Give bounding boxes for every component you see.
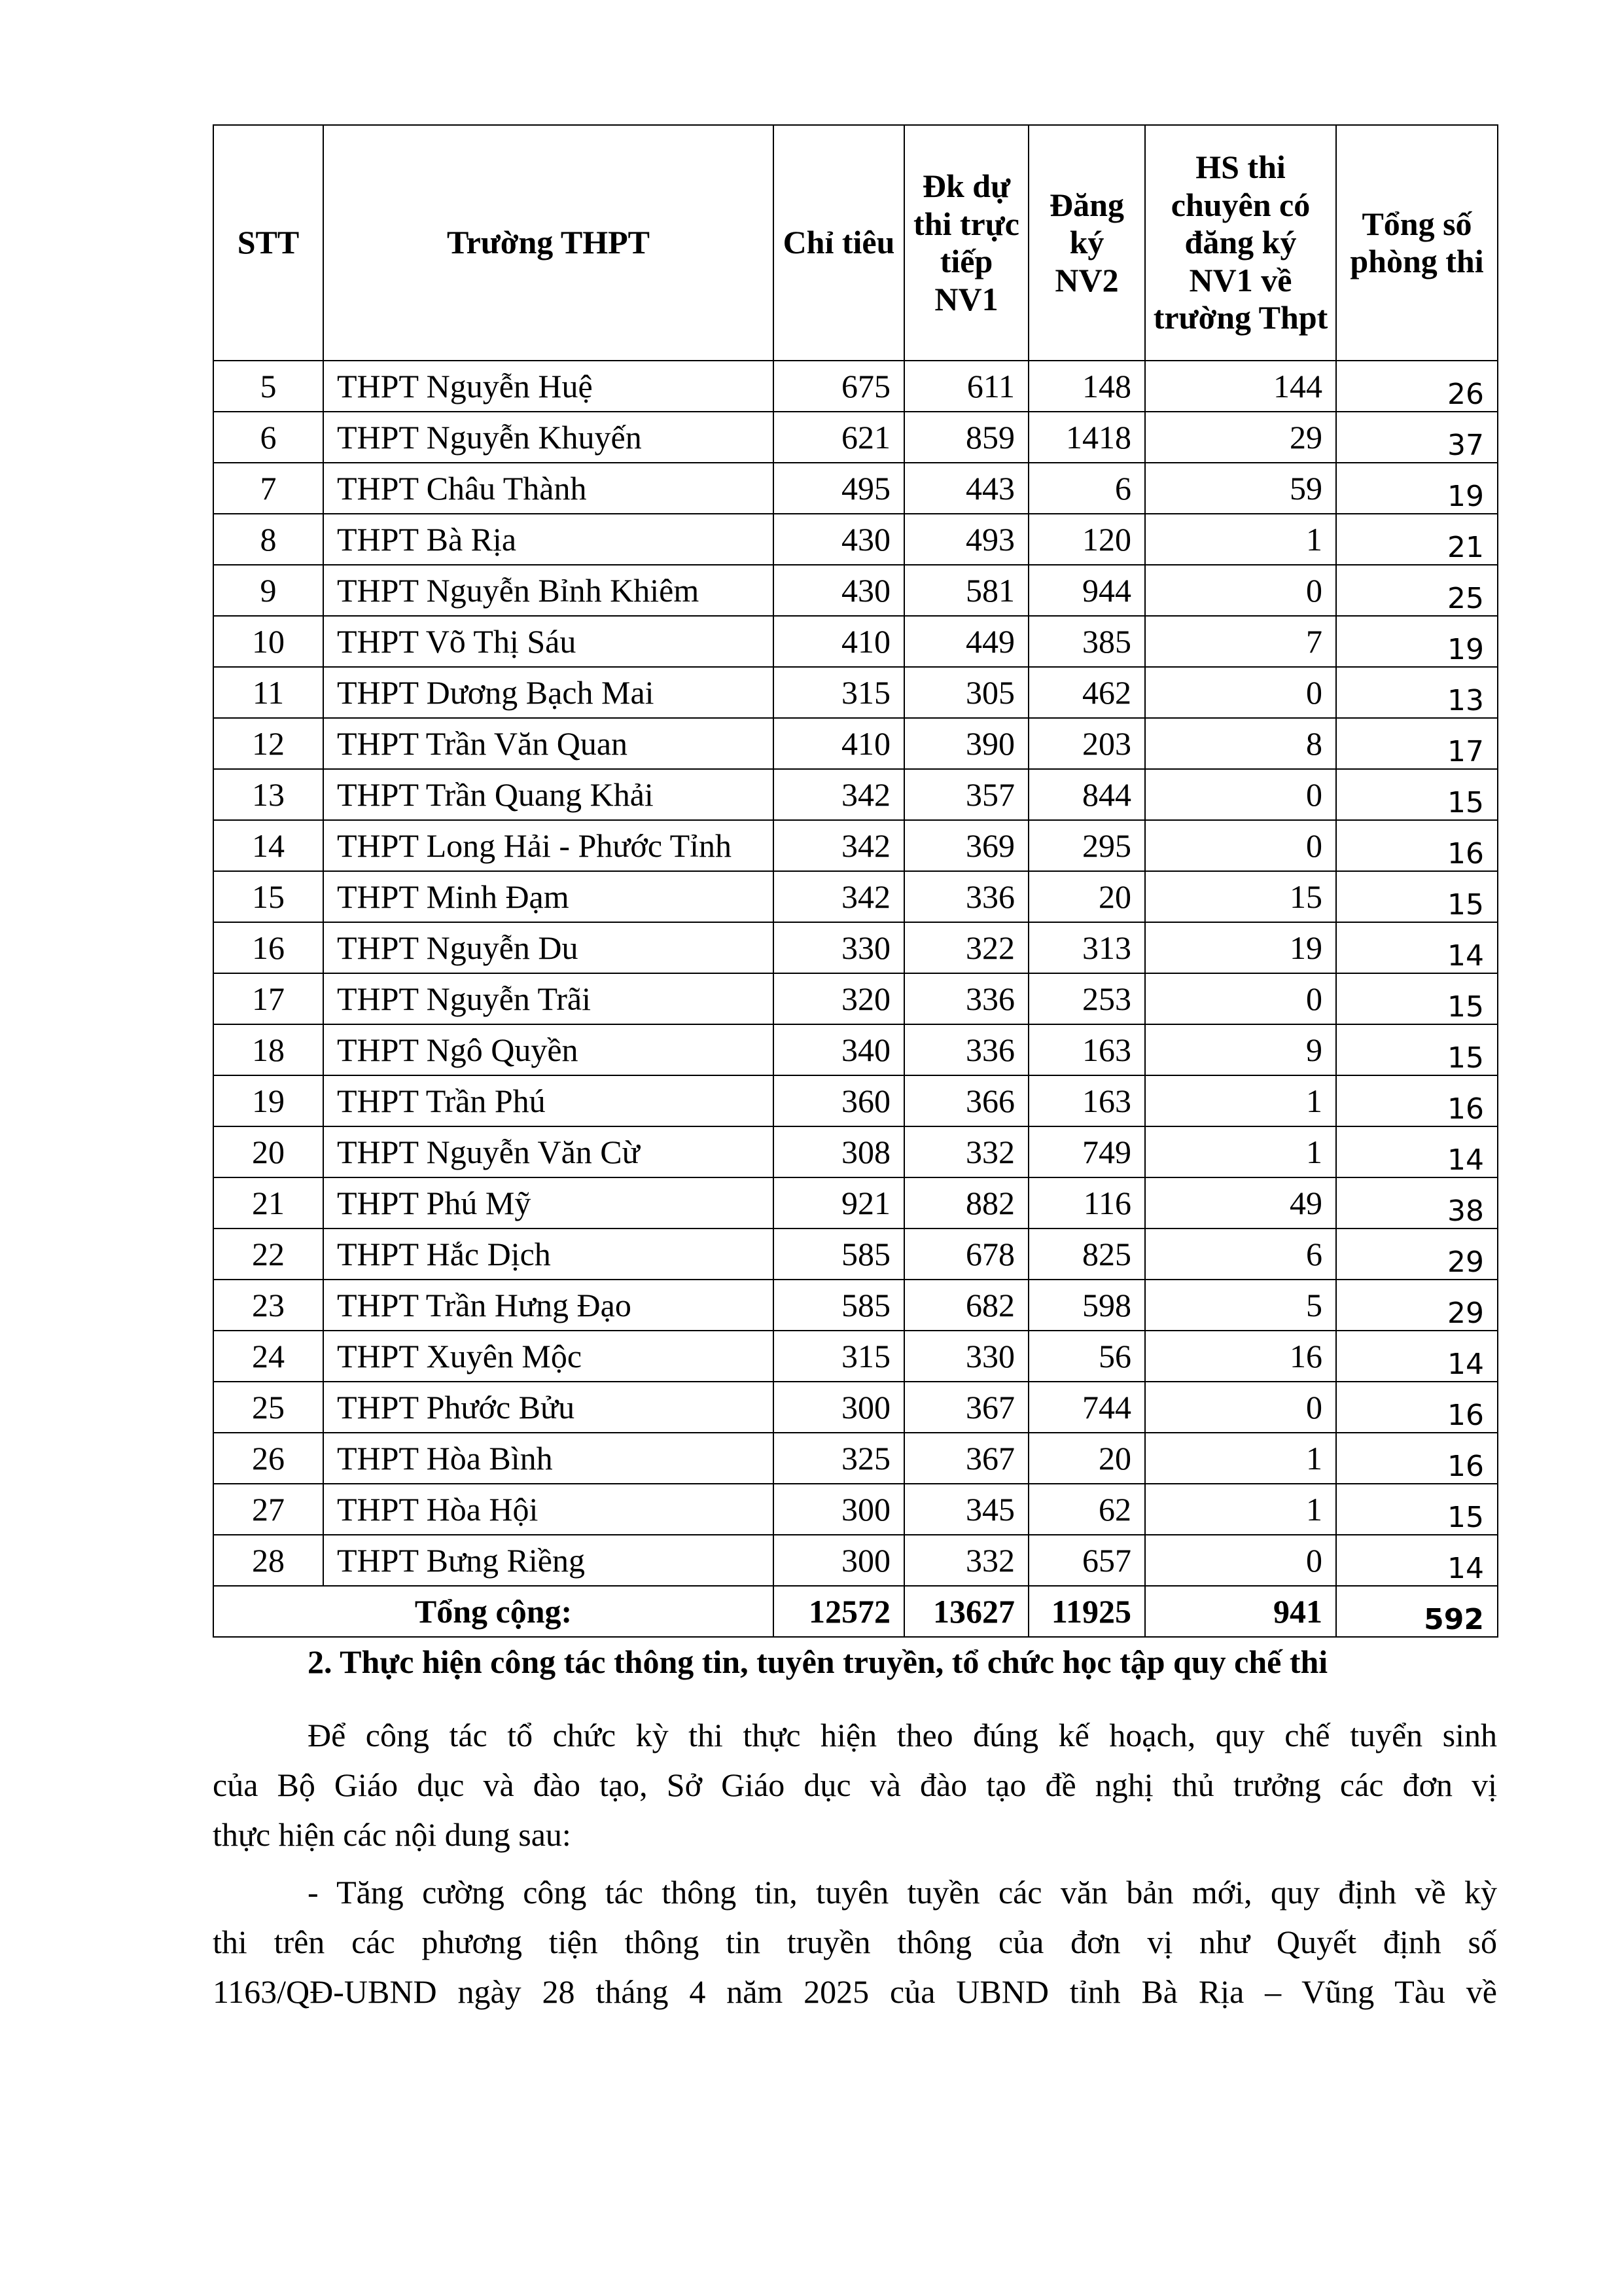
row-rooms: 15: [1336, 769, 1498, 820]
row-rooms: 15: [1336, 1024, 1498, 1075]
row-nv2: 313: [1029, 922, 1145, 973]
table-row: [213, 1535, 1498, 1586]
table-row: [213, 820, 1498, 871]
table-row: [213, 565, 1498, 616]
paragraph-line: - Tăng cường công tác thông tin, tuyên tuyền các văn bản mới, quy định về kỳ: [308, 1874, 1497, 1910]
row-stt: 21: [213, 1177, 323, 1229]
row-nv1: 330: [904, 1331, 1029, 1382]
row-nv2: 598: [1029, 1280, 1145, 1331]
row-quota: 340: [773, 1024, 904, 1075]
row-stt: 12: [213, 718, 323, 769]
row-specialized: 6: [1145, 1229, 1336, 1280]
row-stt: 13: [213, 769, 323, 820]
row-school-name: THPT Phước Bửu: [323, 1382, 773, 1433]
row-specialized: 8: [1145, 718, 1336, 769]
row-rooms: 15: [1336, 1484, 1498, 1535]
row-nv2: 385: [1029, 616, 1145, 667]
row-nv1: 367: [904, 1382, 1029, 1433]
table-row: [213, 922, 1498, 973]
row-nv2: 657: [1029, 1535, 1145, 1586]
row-specialized: 1: [1145, 514, 1336, 565]
row-school-name: THPT Võ Thị Sáu: [323, 616, 773, 667]
row-school-name: THPT Trần Phú: [323, 1075, 773, 1126]
row-nv2: 744: [1029, 1382, 1145, 1433]
row-specialized: 0: [1145, 769, 1336, 820]
row-school-name: THPT Trần Hưng Đạo: [323, 1280, 773, 1331]
row-school-name: THPT Bà Rịa: [323, 514, 773, 565]
row-nv1: 322: [904, 922, 1029, 973]
row-school-name: THPT Nguyễn Văn Cừ: [323, 1126, 773, 1177]
paragraph-line: của Bộ Giáo dục và đào tạo, Sở Giáo dục và đào tạo đề nghị thủ trưởng các đơn vị: [213, 1767, 1497, 1803]
row-quota: 621: [773, 412, 904, 463]
row-stt: 26: [213, 1433, 323, 1484]
paragraph-line: thực hiện các nội dung sau:: [213, 1816, 571, 1853]
row-specialized: 1: [1145, 1075, 1336, 1126]
row-stt: 16: [213, 922, 323, 973]
row-rooms: 16: [1336, 1433, 1498, 1484]
row-quota: 320: [773, 973, 904, 1024]
row-nv1: 357: [904, 769, 1029, 820]
row-specialized: 29: [1145, 412, 1336, 463]
row-nv1: 611: [904, 361, 1029, 412]
row-nv2: 253: [1029, 973, 1145, 1024]
row-quota: 585: [773, 1280, 904, 1331]
row-specialized: 15: [1145, 871, 1336, 922]
paragraph-item: [213, 1867, 1497, 2017]
section-heading: 2. Thực hiện công tác thông tin, tuyên truyền, tổ chức học tập quy chế thi: [308, 1643, 1328, 1680]
row-stt: 18: [213, 1024, 323, 1075]
row-stt: 25: [213, 1382, 323, 1433]
row-nv2: 825: [1029, 1229, 1145, 1280]
row-nv2: 163: [1029, 1075, 1145, 1126]
row-quota: 430: [773, 514, 904, 565]
table-row: [213, 769, 1498, 820]
row-rooms: 26: [1336, 361, 1498, 412]
row-stt: 15: [213, 871, 323, 922]
row-school-name: THPT Nguyễn Khuyến: [323, 412, 773, 463]
row-school-name: THPT Ngô Quyền: [323, 1024, 773, 1075]
row-quota: 300: [773, 1535, 904, 1586]
table-row: [213, 1280, 1498, 1331]
row-nv2: 944: [1029, 565, 1145, 616]
row-school-name: THPT Trần Quang Khải: [323, 769, 773, 820]
row-rooms: 29: [1336, 1280, 1498, 1331]
row-quota: 300: [773, 1484, 904, 1535]
row-specialized: 0: [1145, 1535, 1336, 1586]
row-school-name: THPT Trần Văn Quan: [323, 718, 773, 769]
row-nv2: 462: [1029, 667, 1145, 718]
row-specialized: 9: [1145, 1024, 1336, 1075]
row-quota: 430: [773, 565, 904, 616]
row-specialized: 0: [1145, 820, 1336, 871]
row-school-name: THPT Xuyên Mộc: [323, 1331, 773, 1382]
row-nv2: 56: [1029, 1331, 1145, 1382]
row-school-name: THPT Phú Mỹ: [323, 1177, 773, 1229]
row-rooms: 38: [1336, 1177, 1498, 1229]
row-specialized: 49: [1145, 1177, 1336, 1229]
table-row: [213, 1229, 1498, 1280]
header-school: Trường THPT: [323, 125, 773, 361]
total-label: Tổng cộng:: [213, 1586, 773, 1637]
table-header-row: [213, 125, 1498, 361]
paragraph-line: thi trên các phương tiện thông tin truyền thông của đơn vị như Quyết định số: [213, 1924, 1497, 1960]
row-rooms: 16: [1336, 1075, 1498, 1126]
row-quota: 342: [773, 871, 904, 922]
table-row: [213, 1024, 1498, 1075]
row-rooms: 15: [1336, 973, 1498, 1024]
row-quota: 495: [773, 463, 904, 514]
row-nv2: 6: [1029, 463, 1145, 514]
row-rooms: 14: [1336, 1535, 1498, 1586]
row-quota: 410: [773, 616, 904, 667]
row-rooms: 19: [1336, 616, 1498, 667]
table-body: [213, 361, 1498, 1586]
table-row: [213, 871, 1498, 922]
row-stt: 6: [213, 412, 323, 463]
row-school-name: THPT Hòa Bình: [323, 1433, 773, 1484]
row-rooms: 25: [1336, 565, 1498, 616]
row-specialized: 1: [1145, 1484, 1336, 1535]
header-rooms: Tổng số phòng thi: [1336, 125, 1498, 361]
row-specialized: 0: [1145, 1382, 1336, 1433]
header-specialized: HS thi chuyên có đăng ký NV1 về trường Thpt: [1145, 125, 1336, 361]
row-quota: 360: [773, 1075, 904, 1126]
header-stt: STT: [213, 125, 323, 361]
row-school-name: THPT Nguyễn Du: [323, 922, 773, 973]
row-stt: 11: [213, 667, 323, 718]
row-nv1: 443: [904, 463, 1029, 514]
row-quota: 325: [773, 1433, 904, 1484]
table-row: [213, 514, 1498, 565]
row-rooms: 16: [1336, 1382, 1498, 1433]
table-row: [213, 463, 1498, 514]
row-stt: 19: [213, 1075, 323, 1126]
row-specialized: 0: [1145, 973, 1336, 1024]
row-nv2: 20: [1029, 871, 1145, 922]
row-nv1: 332: [904, 1126, 1029, 1177]
table-row: [213, 616, 1498, 667]
row-rooms: 16: [1336, 820, 1498, 871]
row-specialized: 1: [1145, 1126, 1336, 1177]
row-nv1: 682: [904, 1280, 1029, 1331]
row-school-name: THPT Châu Thành: [323, 463, 773, 514]
row-rooms: 14: [1336, 1331, 1498, 1382]
row-stt: 28: [213, 1535, 323, 1586]
row-nv2: 116: [1029, 1177, 1145, 1229]
table-row: [213, 1331, 1498, 1382]
row-quota: 675: [773, 361, 904, 412]
row-rooms: 15: [1336, 871, 1498, 922]
row-rooms: 37: [1336, 412, 1498, 463]
row-specialized: 16: [1145, 1331, 1336, 1382]
total-nv1: 13627: [904, 1586, 1029, 1637]
row-specialized: 144: [1145, 361, 1336, 412]
row-nv2: 120: [1029, 514, 1145, 565]
row-school-name: THPT Bưng Riềng: [323, 1535, 773, 1586]
row-school-name: THPT Nguyễn Trãi: [323, 973, 773, 1024]
row-quota: 308: [773, 1126, 904, 1177]
enrollment-table: [213, 124, 1498, 1638]
row-quota: 410: [773, 718, 904, 769]
row-rooms: 21: [1336, 514, 1498, 565]
row-specialized: 59: [1145, 463, 1336, 514]
row-specialized: 1: [1145, 1433, 1336, 1484]
row-nv1: 345: [904, 1484, 1029, 1535]
row-specialized: 0: [1145, 667, 1336, 718]
table-row: [213, 667, 1498, 718]
row-stt: 20: [213, 1126, 323, 1177]
total-quota: 12572: [773, 1586, 904, 1637]
row-quota: 342: [773, 769, 904, 820]
paragraph-intro: [213, 1710, 1497, 1859]
row-quota: 315: [773, 667, 904, 718]
row-specialized: 5: [1145, 1280, 1336, 1331]
row-rooms: 13: [1336, 667, 1498, 718]
row-nv1: 581: [904, 565, 1029, 616]
row-stt: 14: [213, 820, 323, 871]
header-nv1: Đk dự thi trực tiếp NV1: [904, 125, 1029, 361]
row-rooms: 17: [1336, 718, 1498, 769]
table-row: [213, 973, 1498, 1024]
row-stt: 22: [213, 1229, 323, 1280]
row-nv2: 295: [1029, 820, 1145, 871]
table-row: [213, 361, 1498, 412]
row-quota: 330: [773, 922, 904, 973]
total-rooms: 592: [1336, 1586, 1498, 1637]
row-nv1: 859: [904, 412, 1029, 463]
row-nv2: 163: [1029, 1024, 1145, 1075]
header-nv2: Đăng ký NV2: [1029, 125, 1145, 361]
row-specialized: 7: [1145, 616, 1336, 667]
row-quota: 585: [773, 1229, 904, 1280]
row-school-name: THPT Nguyễn Bỉnh Khiêm: [323, 565, 773, 616]
row-stt: 17: [213, 973, 323, 1024]
row-nv2: 203: [1029, 718, 1145, 769]
row-school-name: THPT Minh Đạm: [323, 871, 773, 922]
row-nv1: 678: [904, 1229, 1029, 1280]
row-quota: 921: [773, 1177, 904, 1229]
row-school-name: THPT Dương Bạch Mai: [323, 667, 773, 718]
table-row: [213, 1382, 1498, 1433]
row-nv1: 449: [904, 616, 1029, 667]
paragraph-line: 1163/QĐ-UBND ngày 28 tháng 4 năm 2025 của UBND tỉnh Bà Rịa – Vũng Tàu về: [213, 1973, 1497, 2010]
table-row: [213, 1075, 1498, 1126]
row-rooms: 19: [1336, 463, 1498, 514]
row-nv1: 390: [904, 718, 1029, 769]
row-nv2: 148: [1029, 361, 1145, 412]
paragraph-line: Để công tác tổ chức kỳ thi thực hiện theo đúng kế hoạch, quy chế tuyển sinh: [308, 1717, 1497, 1753]
row-specialized: 19: [1145, 922, 1336, 973]
table-row: [213, 1433, 1498, 1484]
header-quota: Chỉ tiêu: [773, 125, 904, 361]
row-stt: 23: [213, 1280, 323, 1331]
row-stt: 8: [213, 514, 323, 565]
row-nv1: 336: [904, 973, 1029, 1024]
total-specialized: 941: [1145, 1586, 1336, 1637]
row-rooms: 14: [1336, 1126, 1498, 1177]
row-nv1: 336: [904, 1024, 1029, 1075]
row-stt: 27: [213, 1484, 323, 1535]
table-row: [213, 1126, 1498, 1177]
table-row: [213, 718, 1498, 769]
row-quota: 300: [773, 1382, 904, 1433]
row-school-name: THPT Long Hải - Phước Tỉnh: [323, 820, 773, 871]
row-nv2: 62: [1029, 1484, 1145, 1535]
row-nv1: 882: [904, 1177, 1029, 1229]
row-stt: 10: [213, 616, 323, 667]
row-nv1: 332: [904, 1535, 1029, 1586]
table-row: [213, 1484, 1498, 1535]
row-nv1: 366: [904, 1075, 1029, 1126]
table-row: [213, 1177, 1498, 1229]
row-quota: 315: [773, 1331, 904, 1382]
row-nv2: 1418: [1029, 412, 1145, 463]
row-specialized: 0: [1145, 565, 1336, 616]
row-nv1: 305: [904, 667, 1029, 718]
row-stt: 9: [213, 565, 323, 616]
total-nv2: 11925: [1029, 1586, 1145, 1637]
total-row: [213, 1586, 1498, 1637]
row-stt: 7: [213, 463, 323, 514]
row-rooms: 14: [1336, 922, 1498, 973]
row-school-name: THPT Hòa Hội: [323, 1484, 773, 1535]
row-stt: 24: [213, 1331, 323, 1382]
row-rooms: 29: [1336, 1229, 1498, 1280]
row-quota: 342: [773, 820, 904, 871]
row-nv2: 749: [1029, 1126, 1145, 1177]
row-stt: 5: [213, 361, 323, 412]
row-school-name: THPT Nguyễn Huệ: [323, 361, 773, 412]
row-nv1: 367: [904, 1433, 1029, 1484]
row-nv1: 369: [904, 820, 1029, 871]
row-nv2: 844: [1029, 769, 1145, 820]
row-nv1: 493: [904, 514, 1029, 565]
row-school-name: THPT Hắc Dịch: [323, 1229, 773, 1280]
row-nv2: 20: [1029, 1433, 1145, 1484]
table-row: [213, 412, 1498, 463]
row-nv1: 336: [904, 871, 1029, 922]
